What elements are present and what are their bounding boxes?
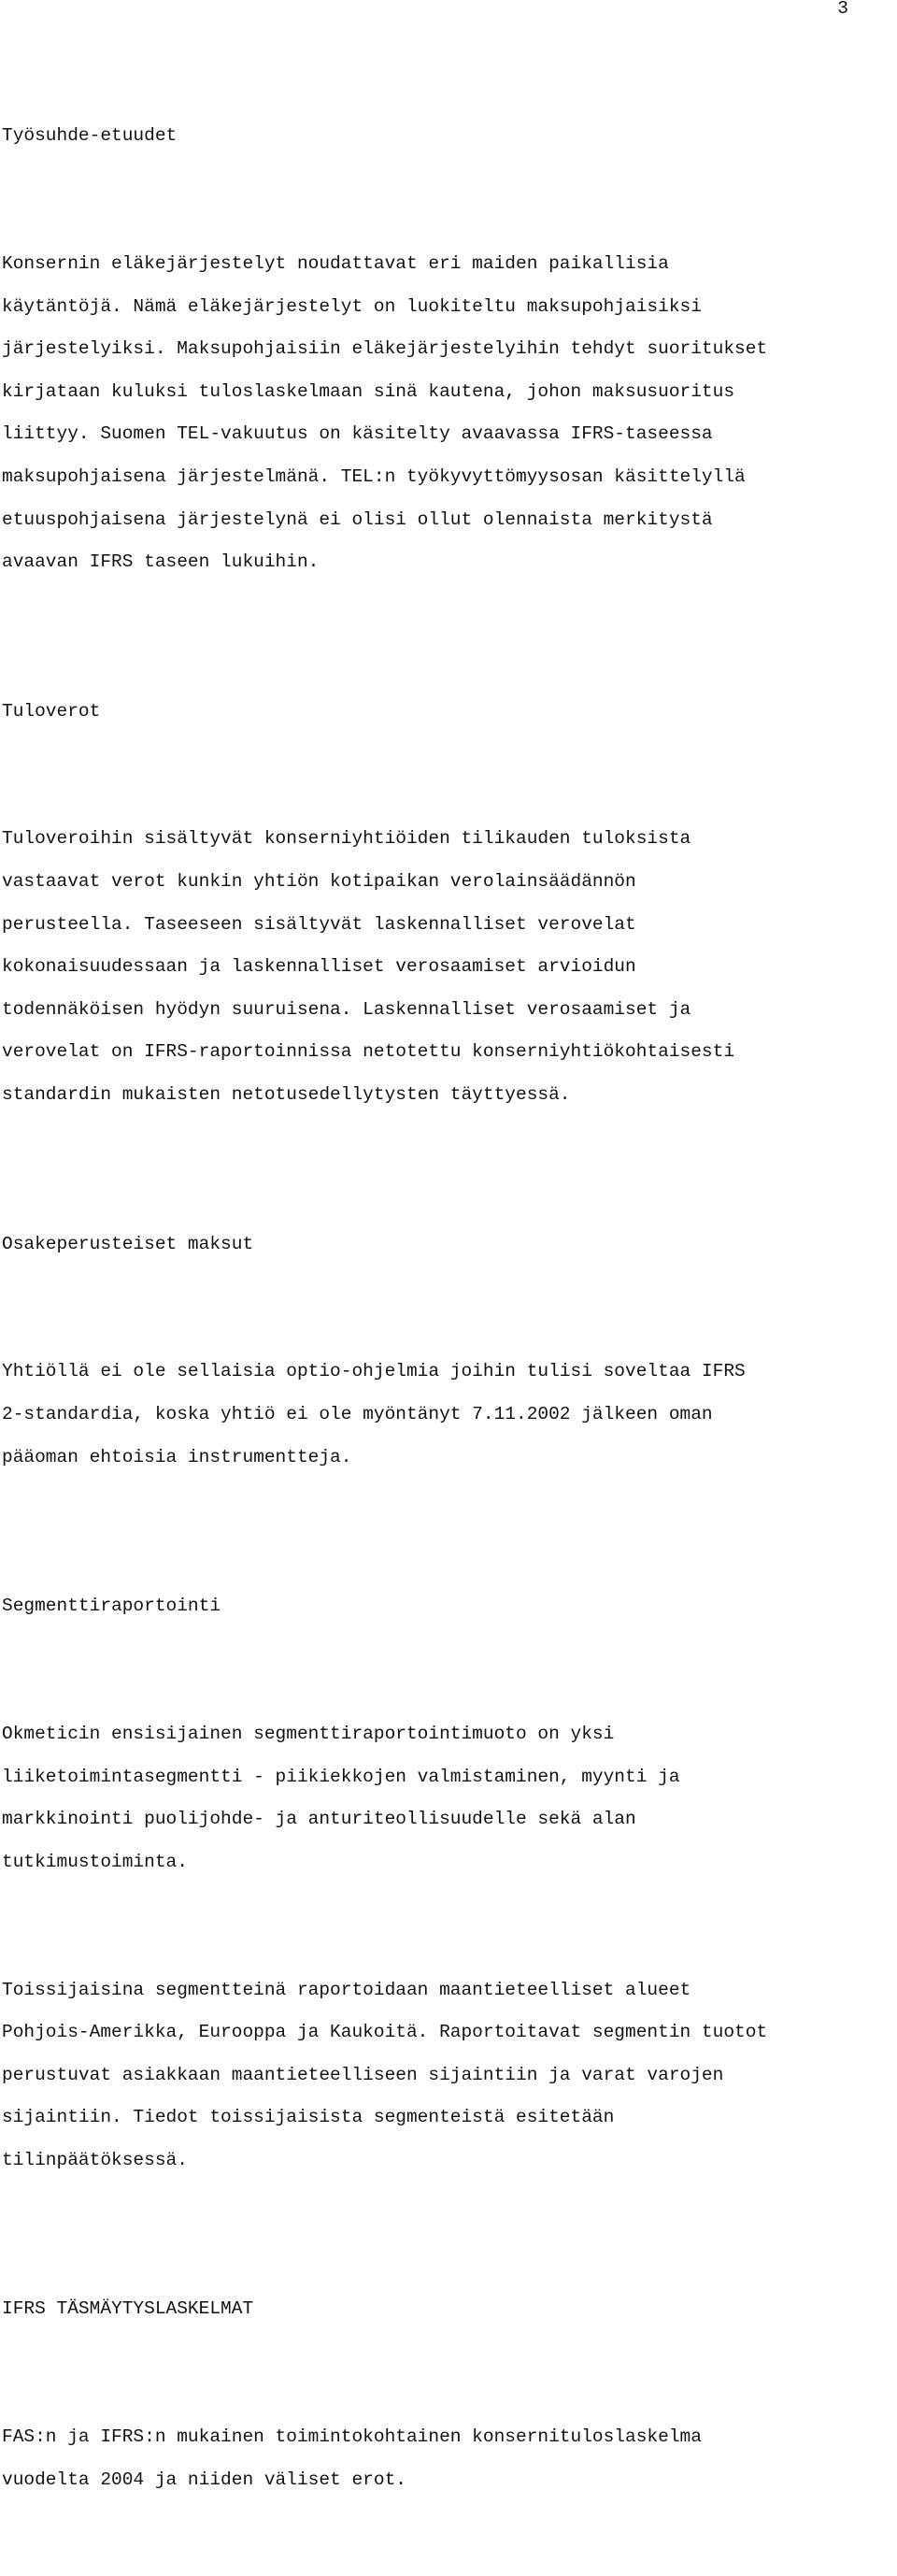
paragraph-line: vuodelta 2004 ja niiden väliset erot. <box>2 2469 406 2490</box>
paragraph-tyosuhde-etuudet <box>2 232 895 594</box>
paragraph-line: tutkimustoiminta. <box>2 1851 188 1872</box>
section-heading-tyosuhde-etuudet <box>2 104 895 167</box>
heading-text: Työsuhde-etuudet <box>2 125 178 147</box>
section-heading-segmenttiraportointi <box>2 1574 895 1638</box>
paragraph-line: etuuspohjaisena järjestelynä ei olisi ollut olennaista merkitystä <box>2 508 713 530</box>
page-number: 3 <box>837 0 848 19</box>
paragraph-line: Pohjois-Amerikka, Eurooppa ja Kaukoitä. Raportoitavat segmentin tuotot <box>2 2022 768 2043</box>
paragraph-line: Konsernin eläkejärjestelyt noudattavat eri maiden paikallisia <box>2 252 669 274</box>
paragraph-line: verovelat on IFRS-raportoinnissa netotettu konserniyhtiökohtaisesti <box>2 1041 735 1063</box>
section-heading-tuloverot <box>2 680 895 743</box>
paragraph-line: Okmeticin ensisijainen segmenttiraportointimuoto on yksi <box>2 1723 615 1744</box>
paragraph-line: Tuloveroihin sisältyvät konserniyhtiöiden tilikauden tuloksista <box>2 828 691 850</box>
heading-text: Segmenttiraportointi <box>2 1596 221 1617</box>
paragraph-segmenttiraportointi-primary <box>2 1702 895 1894</box>
heading-text: IFRS TÄSMÄYTYSLASKELMAT <box>2 2298 254 2320</box>
section-heading-ifrs-tasmaytyslaskelmat <box>2 2278 895 2341</box>
paragraph-line: liittyy. Suomen TEL-vakuutus on käsitelty avaavassa IFRS-taseessa <box>2 423 713 445</box>
paragraph-line: tilinpäätöksessä. <box>2 2149 188 2170</box>
paragraph-line: pääoman ehtoisia instrumentteja. <box>2 1446 352 1467</box>
document-body <box>2 40 895 2576</box>
paragraph-line: sijaintiin. Tiedot toissijaisista segmenteistä esitetään <box>2 2107 615 2128</box>
paragraph-line: kokonaisuudessaan ja laskennalliset verosaamiset arvioidun <box>2 956 636 978</box>
paragraph-tuloverot <box>2 808 895 1127</box>
paragraph-line: todennäköisen hyödyn suuruisena. Laskennalliset verosaamiset ja <box>2 998 691 1020</box>
paragraph-line: Yhtiöllä ei ole sellaisia optio-ohjelmia joihin tulisi soveltaa IFRS <box>2 1361 746 1382</box>
paragraph-line: perustuvat asiakkaan maantieteelliseen sijaintiin ja varat varojen <box>2 2064 724 2085</box>
paragraph-line: markkinointi puolijohde- ja anturiteollisuudelle sekä alan <box>2 1809 636 1830</box>
paragraph-line: avaavan IFRS taseen lukuihin. <box>2 551 320 573</box>
paragraph-line: standardin mukaisten netotusedellytysten täyttyessä. <box>2 1084 571 1106</box>
paragraph-line: FAS:n ja IFRS:n mukainen toimintokohtainen konsernituloslaskelma <box>2 2426 702 2448</box>
paragraph-line: 2-standardia, koska yhtiö ei ole myöntänyt 7.11.2002 jälkeen oman <box>2 1404 713 1424</box>
paragraph-ifrs-tasmaytyslaskelmat <box>2 2405 895 2512</box>
paragraph-osakeperusteiset-maksut <box>2 1340 895 1490</box>
paragraph-line: Toissijaisina segmentteinä raportoidaan maantieteelliset alueet <box>2 1979 691 2000</box>
section-heading-osakeperusteiset-maksut <box>2 1212 895 1276</box>
paragraph-line: perusteella. Taseeseen sisältyvät laskennalliset verovelat <box>2 913 636 935</box>
paragraph-line: maksupohjaisena järjestelmänä. TEL:n työkyvyttömyysosan käsittelyllä <box>2 465 746 487</box>
paragraph-line: vastaavat verot kunkin yhtiön kotipaikan verolainsäädännön <box>2 871 636 893</box>
heading-text: Tuloverot <box>2 700 101 722</box>
heading-text: Osakeperusteiset maksut <box>2 1233 254 1254</box>
paragraph-line: käytäntöjä. Nämä eläkejärjestelyt on luokiteltu maksupohjaisiksi <box>2 295 702 317</box>
paragraph-line: liiketoimintasegmentti - piikiekkojen valmistaminen, myynti ja <box>2 1766 680 1787</box>
paragraph-line: kirjataan kuluksi tuloslaskelmaan sinä kautena, johon maksusuoritus <box>2 380 735 402</box>
paragraph-segmenttiraportointi-secondary <box>2 1958 895 2193</box>
paragraph-line: järjestelyiksi. Maksupohjaisiin eläkejärjestelyihin tehdyt suoritukset <box>2 338 768 360</box>
